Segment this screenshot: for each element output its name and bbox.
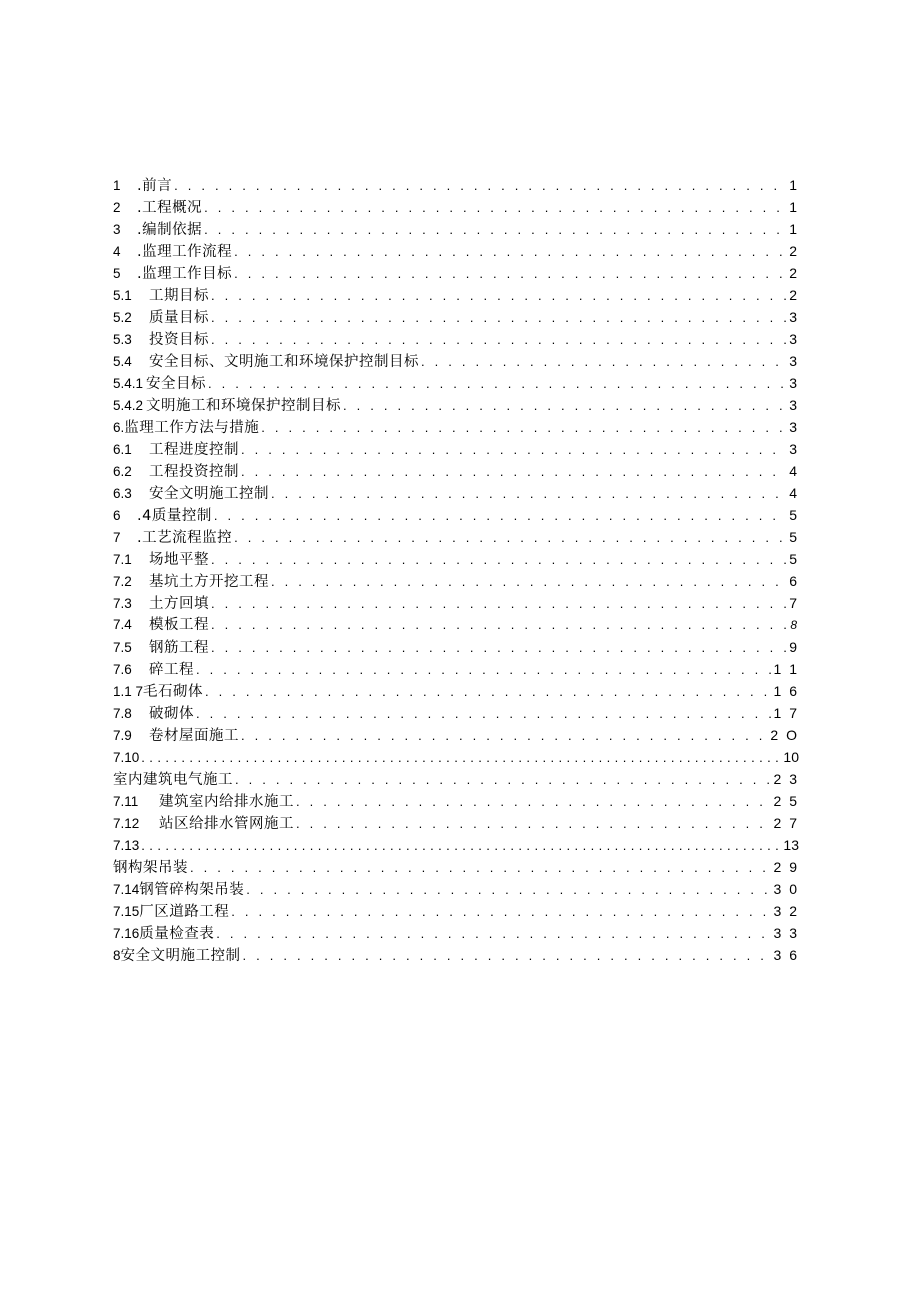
toc-entry-title: .前言: [137, 178, 173, 194]
toc-entry[interactable]: [113, 438, 799, 460]
toc-leader-dots: [211, 329, 787, 350]
toc-entry[interactable]: [113, 702, 799, 724]
toc-leader-dots: [235, 769, 772, 790]
toc-entry[interactable]: [113, 218, 799, 240]
toc-entry-title: 钢构架吊装: [113, 860, 188, 876]
toc-entry-number: 1: [113, 178, 121, 193]
toc-entry-page: 2 7: [773, 815, 799, 831]
toc-entry-page: 3: [789, 397, 799, 413]
toc-leader-dots: [243, 945, 772, 966]
toc-leader-dots: [196, 703, 772, 724]
toc-leader-dots: [234, 527, 787, 548]
toc-entry-title: 基坑土方开挖工程: [149, 574, 269, 590]
toc-leader-dots: [204, 197, 787, 218]
toc-entry-number: 7.2: [113, 574, 132, 589]
toc-entry-page: 3: [789, 441, 799, 457]
toc-entry-page: 4: [789, 485, 799, 501]
toc-entry[interactable]: [113, 812, 799, 834]
toc-entry[interactable]: [113, 570, 799, 592]
toc-entry-number: 2: [113, 200, 121, 215]
toc-entry[interactable]: [113, 240, 799, 262]
toc-leader-dots: [190, 857, 772, 878]
toc-entry-page: 6: [789, 573, 799, 589]
toc-leader-dots: [204, 219, 787, 240]
toc-entry-number: 7.1: [113, 552, 132, 567]
toc-entry[interactable]: [113, 174, 799, 196]
toc-entry-page: 3 2: [773, 903, 799, 919]
toc-entry[interactable]: [113, 350, 799, 372]
toc-entry-page: 8: [790, 618, 799, 632]
toc-entry-page: 2: [789, 243, 799, 259]
toc-leader-dots: [261, 417, 787, 438]
toc-leader-dots: [296, 791, 772, 812]
toc-leader-dots: [141, 747, 781, 768]
toc-leader-dots: [205, 681, 772, 702]
toc-entry-number: 3: [113, 222, 121, 237]
toc-leader-dots: [216, 923, 771, 944]
toc-entry-number: 7.15: [113, 904, 140, 919]
toc-entry-title: 安全文明施工控制: [149, 486, 269, 502]
toc-leader-dots: [214, 505, 787, 526]
toc-leader-dots: [296, 813, 772, 834]
toc-entry-number: 7.8: [113, 706, 132, 721]
toc-entry[interactable]: [113, 284, 799, 306]
toc-entry-number: 7.13: [113, 838, 140, 853]
toc-leader-dots: [241, 725, 768, 746]
toc-entry-number: 4: [113, 244, 121, 259]
toc-entry-title: 破砌体: [149, 706, 194, 722]
toc-entry-title: 碎工程: [149, 662, 194, 678]
toc-entry-number: 5.4.1: [113, 376, 144, 391]
toc-entry-title: .编制依据: [137, 222, 203, 238]
table-of-contents: [113, 174, 799, 966]
toc-entry-page: 1: [789, 221, 799, 237]
toc-leader-dots: [241, 439, 787, 460]
toc-entry-title: 安全目标、文明施工和环境保护控制目标: [149, 354, 419, 370]
toc-entry-title: 毛石砌体: [143, 684, 204, 700]
toc-entry-page: 2 9: [773, 859, 799, 875]
toc-leader-dots: [211, 549, 787, 570]
toc-entry[interactable]: [113, 878, 799, 900]
toc-entry-number: 7.3: [113, 596, 132, 611]
toc-entry-number: 6.2: [113, 464, 132, 479]
toc-leader-dots: [211, 307, 787, 328]
toc-entry[interactable]: [113, 394, 799, 416]
toc-entry-title: 安全目标: [146, 376, 207, 392]
toc-entry[interactable]: [113, 482, 799, 504]
toc-entry-title: 文明施工和环境保护控制目标: [146, 398, 342, 414]
toc-entry-title: 质量检查表: [139, 926, 215, 942]
toc-entry-title: .4质量控制: [137, 508, 212, 524]
toc-entry-title: 监理工作方法与措施: [124, 420, 260, 436]
toc-entry-number: 1.1 7: [113, 684, 144, 699]
toc-entry-number: 7.14: [113, 882, 140, 897]
toc-entry[interactable]: [113, 504, 799, 526]
toc-entry-title: 工期目标: [149, 288, 209, 304]
toc-entry-number: 7: [113, 530, 121, 545]
toc-entry-page: 3: [789, 309, 799, 325]
toc-entry-page: 3: [789, 375, 799, 391]
toc-entry-title: 工程投资控制: [149, 464, 239, 480]
toc-entry-title: 投资目标: [149, 332, 209, 348]
toc-entry[interactable]: [113, 592, 799, 614]
toc-entry-number: 7.6: [113, 662, 132, 677]
toc-entry-page: 5: [789, 529, 799, 545]
toc-leader-dots: [211, 285, 787, 306]
toc-entry-title: .工程概况: [137, 200, 203, 216]
toc-entry-title: 工程进度控制: [149, 442, 239, 458]
toc-entry-title: 质量目标: [149, 310, 209, 326]
toc-entry-title: .监理工作流程: [137, 244, 233, 260]
toc-entry-page: 7: [789, 595, 799, 611]
toc-entry-page: 3 6: [773, 947, 799, 963]
toc-entry-number: 6: [113, 508, 121, 523]
toc-entry-number: 5.3: [113, 332, 132, 347]
toc-entry-number: 8: [113, 948, 121, 963]
toc-entry[interactable]: [113, 526, 799, 548]
toc-entry-page: 2 5: [773, 793, 799, 809]
toc-entry[interactable]: [113, 306, 799, 328]
toc-entry-page: 3 0: [773, 881, 799, 897]
toc-entry-page: 2 3: [773, 771, 799, 787]
toc-entry[interactable]: [113, 856, 799, 878]
toc-entry-number: 7.10: [113, 750, 140, 765]
toc-entry[interactable]: [113, 790, 799, 812]
toc-entry-page: 1 7: [773, 705, 799, 721]
toc-entry[interactable]: [113, 372, 799, 394]
toc-entry-title: 厂区道路工程: [139, 904, 230, 920]
toc-leader-dots: [174, 175, 787, 196]
toc-leader-dots: [231, 901, 771, 922]
toc-entry-page: 9: [789, 639, 799, 655]
toc-entry-number: 6.1: [113, 442, 132, 457]
toc-entry-page: 1 1: [773, 661, 799, 677]
toc-leader-dots: [141, 835, 781, 856]
toc-entry[interactable]: [113, 614, 799, 636]
toc-entry-title: 土方回填: [149, 596, 209, 612]
toc-entry-number: 5.4.2: [113, 398, 144, 413]
toc-entry[interactable]: [113, 944, 799, 966]
toc-entry-page: 5: [789, 507, 799, 523]
toc-leader-dots: [241, 461, 787, 482]
toc-entry[interactable]: [113, 768, 799, 790]
toc-entry[interactable]: [113, 746, 799, 768]
toc-entry-number: 7.4: [113, 617, 132, 632]
toc-entry-page: 1 6: [773, 683, 799, 699]
toc-entry-number: 6.: [113, 420, 125, 435]
toc-entry[interactable]: [113, 262, 799, 284]
toc-entry-page: 3: [789, 419, 799, 435]
toc-entry-number: 7.12: [113, 816, 140, 831]
toc-entry[interactable]: [113, 680, 799, 702]
toc-entry-page: 1: [789, 199, 799, 215]
toc-entry-page: 3 3: [773, 925, 799, 941]
toc-entry-number: 5.2: [113, 310, 132, 325]
toc-entry-number: 5.4: [113, 354, 132, 369]
toc-entry[interactable]: [113, 636, 799, 658]
toc-leader-dots: [211, 614, 788, 636]
toc-entry-title: 卷材屋面施工: [149, 728, 239, 744]
toc-entry-title: 模板工程: [149, 617, 209, 633]
toc-entry-page: 3: [789, 353, 799, 369]
toc-leader-dots: [234, 263, 787, 284]
toc-leader-dots: [234, 241, 787, 262]
toc-leader-dots: [246, 879, 771, 900]
toc-entry[interactable]: [113, 196, 799, 218]
toc-entry[interactable]: [113, 548, 799, 570]
toc-entry[interactable]: [113, 724, 799, 746]
toc-entry-title: 钢筋工程: [149, 640, 209, 656]
toc-leader-dots: [196, 659, 772, 680]
toc-leader-dots: [208, 373, 787, 394]
toc-entry-number: 7.11: [113, 794, 139, 809]
toc-entry-title: .工艺流程监控: [137, 530, 233, 546]
toc-entry-title: 建筑室内给排水施工: [159, 794, 294, 810]
toc-entry-page: 2: [789, 287, 799, 303]
toc-entry[interactable]: [113, 922, 799, 944]
toc-leader-dots: [271, 483, 787, 504]
toc-entry-title: 安全文明施工控制: [120, 948, 241, 964]
toc-entry[interactable]: [113, 328, 799, 350]
toc-entry[interactable]: [113, 834, 799, 856]
toc-entry-page: 10: [783, 749, 799, 765]
toc-leader-dots: [343, 395, 787, 416]
toc-entry-number: 7.9: [113, 728, 132, 743]
toc-entry-number: 5.1: [113, 288, 132, 303]
toc-leader-dots: [211, 593, 787, 614]
toc-entry-page: 2 O: [770, 727, 799, 743]
toc-entry-number: 5: [113, 266, 121, 281]
toc-entry-title: 钢管碎构架吊装: [139, 882, 245, 898]
toc-entry[interactable]: [113, 658, 799, 680]
toc-leader-dots: [211, 637, 787, 658]
toc-entry[interactable]: [113, 416, 799, 438]
toc-entry-title: 站区给排水管网施工: [159, 816, 294, 832]
toc-entry-page: 1: [789, 177, 799, 193]
toc-entry-title: 室内建筑电气施工: [113, 772, 233, 788]
toc-entry-page: 5: [789, 551, 799, 567]
toc-entry[interactable]: [113, 460, 799, 482]
toc-entry[interactable]: [113, 900, 799, 922]
toc-entry-page: 2: [789, 265, 799, 281]
toc-entry-title: .监理工作目标: [137, 266, 233, 282]
toc-entry-title: 场地平整: [149, 552, 209, 568]
toc-leader-dots: [271, 571, 787, 592]
toc-entry-number: 7.16: [113, 926, 140, 941]
toc-entry-page: 4: [789, 463, 799, 479]
toc-entry-number: 6.3: [113, 486, 132, 501]
toc-leader-dots: [421, 351, 787, 372]
toc-entry-page: 13: [783, 837, 799, 853]
toc-entry-page: 3: [789, 331, 799, 347]
toc-entry-number: 7.5: [113, 640, 132, 655]
